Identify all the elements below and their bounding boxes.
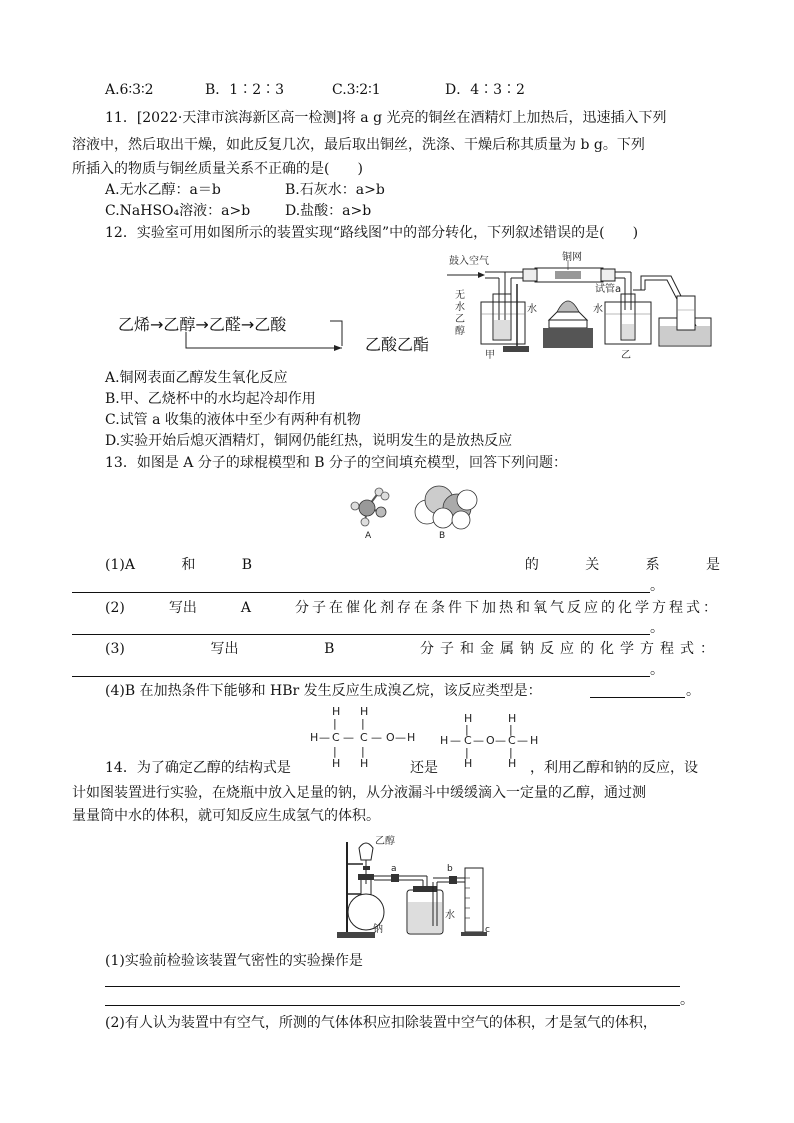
q11-option-a: A.无水乙醇：a＝b: [105, 182, 221, 198]
q13-period-2: 。: [650, 620, 664, 636]
label-copper: 铜网: [562, 252, 582, 263]
q13-p1-w0: (1)A: [105, 557, 135, 573]
label-air: 鼓入空气: [449, 256, 489, 267]
q14-answer-line-2: [105, 1005, 680, 1006]
q14-stem-1c: ，利用乙醇和钠的反应，设: [530, 760, 698, 776]
q13-stem: 13．如图是 A 分子的球棍模型和 B 分子的空间填充模型，回答下列问题：: [105, 455, 568, 471]
q10-option-a: A.6∶3∶2: [105, 82, 154, 98]
label-tube-a: 试管a: [595, 284, 622, 295]
label-sodium: 钠: [373, 924, 383, 935]
q12-option-c: C.试管 a 收集的液体中至少有两种有机物: [105, 412, 361, 428]
q13-p3-w3: 分子和金属钠反应的化学方程式：: [419, 641, 720, 657]
q13-part3: [105, 639, 720, 659]
q12-option-a: A.铜网表面乙醇发生氧化反应: [105, 370, 288, 386]
q13-molecule-models: [345, 478, 485, 542]
label-cylinder-c: c: [485, 925, 490, 935]
label-jia: 甲: [485, 350, 495, 361]
label-water-1: 水: [527, 304, 537, 315]
q13-p3-w2: B: [324, 641, 335, 657]
q13-p2-w1: 写出: [168, 600, 197, 616]
q13-period-4: 。: [686, 683, 700, 699]
q14-stem-1b: 还是: [410, 760, 438, 776]
q14-stem-1a: 14．为了确定乙醇的结构式是: [105, 760, 291, 776]
label-yi: 乙: [621, 350, 631, 361]
label-ethanol: 乙醇: [375, 836, 395, 847]
q13-answer-line-1: [72, 592, 650, 593]
route-product: 乙酸乙酯: [365, 335, 430, 354]
q13-p1-w1: 和: [181, 557, 196, 573]
q10-option-b: B．1∶2∶3: [205, 82, 285, 98]
label-water: 水: [445, 910, 455, 921]
route-arrow: [180, 318, 360, 358]
q12-apparatus-figure: [445, 250, 720, 362]
q12-stem: 12．实验室可用如图所示的装置实现“路线图”中的部分转化，下列叙述错误的是( ): [105, 225, 639, 241]
structural-formula-ethanol: H H | | H — C — C — O — H | | H H: [310, 705, 416, 770]
q13-part2: [105, 598, 720, 618]
q14-stem-line3: 量量筒中水的体积，就可知反应生成氢气的体积。: [72, 808, 380, 824]
route-main: 乙烯→乙醇→乙醛→乙酸: [118, 315, 287, 334]
q11-option-c: C.NaHSO₄溶液：a>b: [105, 203, 251, 219]
q10-option-c: C.3∶2∶1: [332, 82, 381, 98]
label-valve-a: a: [391, 864, 397, 874]
q13-p2-w3: 分子在催化剂存在条件下加热和氧气反应的化学方程式：: [294, 600, 720, 616]
q13-p3-w1: 写出: [210, 641, 239, 657]
q11-option-d: D.盐酸：a>b: [285, 203, 372, 219]
q14-apparatus-figure: [335, 834, 495, 942]
structural-formula-dimethyl-ether: H H | | H — C — O — C — H | | H H: [440, 712, 539, 770]
model-label-b: B: [439, 531, 446, 541]
q11-stem-line1: 11．[2022·天津市滨海新区高一检测]将 a g 光亮的铜丝在酒精灯上加热后，迅速插入下列: [105, 110, 667, 126]
q13-p2-w2: A: [240, 600, 251, 616]
q14-part2: (2)有人认为装置中有空气，所测的气体体积应扣除装置中空气的体积，才是氢气的体积，: [105, 1015, 657, 1031]
q11-stem-line2: 溶液中，然后取出干燥，如此反复几次，最后取出铜丝，洗涤、干燥后称其质量为 b g。下列: [72, 137, 645, 153]
q13-answer-line-3: [72, 676, 650, 677]
label-anhydrous-4: 醇: [455, 326, 465, 337]
q13-period-1: 。: [650, 578, 664, 594]
q13-answer-line-2: [72, 634, 650, 635]
q10-option-d: D．4∶3∶2: [445, 82, 525, 98]
q13-period-3: 。: [650, 662, 664, 678]
q14-period: 。: [680, 992, 694, 1008]
q13-p1-w5: 系: [645, 557, 660, 573]
label-anhydrous-2: 水: [455, 302, 465, 313]
q14-part1: (1)实验前检验该装置气密性的实验操作是: [105, 953, 363, 969]
q14-stem-line2: 计如图装置进行实验，在烧瓶中放入足量的钠，从分液漏斗中缓缓滴入一定量的乙醇，通过测: [72, 785, 646, 801]
q13-p1-w2: B: [241, 557, 253, 573]
q13-p3-w0: (3): [105, 641, 125, 657]
q13-part4: (4)B 在加热条件下能够和 HBr 发生反应生成溴乙烷，该反应类型是：: [105, 683, 542, 699]
label-water-2: 水: [593, 304, 603, 315]
q13-answer-line-4: [590, 697, 685, 698]
q13-p1-w3: 的: [524, 557, 539, 573]
q11-stem-line3: 所插入的物质与铜丝质量关系不正确的是( ): [72, 161, 363, 177]
label-anhydrous-3: 乙: [455, 314, 465, 325]
label-valve-b: b: [447, 864, 453, 874]
label-anhydrous-1: 无: [455, 290, 465, 301]
model-label-a: A: [365, 531, 372, 541]
q12-option-d: D.实验开始后熄灭酒精灯，铜网仍能红热，说明发生的是放热反应: [105, 433, 513, 449]
q14-answer-line-1: [105, 986, 680, 987]
q13-p2-w0: (2): [105, 600, 125, 616]
q12-option-b: B.甲、乙烧杯中的水均起冷却作用: [105, 391, 316, 407]
q13-part1: [105, 555, 720, 575]
q13-p1-w4: 关: [585, 557, 600, 573]
q13-p1-w6: 是: [705, 557, 720, 573]
q11-option-b: B.石灰水：a>b: [285, 182, 385, 198]
